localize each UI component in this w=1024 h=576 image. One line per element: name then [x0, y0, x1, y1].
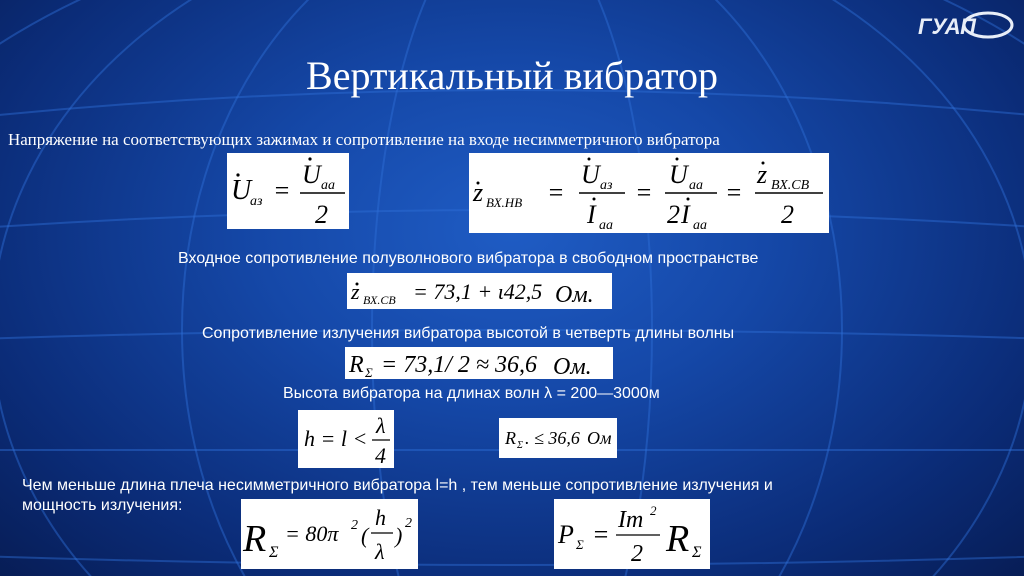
svg-text:Σ: Σ [269, 544, 279, 561]
svg-text:Ом.: Ом. [553, 354, 592, 379]
svg-text:2: 2 [315, 200, 328, 229]
formula-z-free-space [347, 273, 612, 309]
svg-text:=: = [547, 178, 565, 207]
svg-text:4: 4 [375, 443, 386, 468]
svg-text:2: 2 [631, 541, 643, 567]
formula-height [298, 410, 394, 468]
svg-text:I: I [587, 200, 596, 229]
svg-text:λ: λ [376, 413, 386, 438]
svg-text:=: = [725, 178, 743, 207]
svg-text:h = l <: h = l < [304, 426, 368, 451]
svg-text:аз: аз [600, 178, 613, 193]
svg-text:=: = [635, 178, 653, 207]
svg-text:Ом.: Ом. [555, 282, 594, 308]
svg-text:R: R [505, 428, 516, 448]
svg-text:=: = [273, 176, 291, 205]
svg-text:ВХ.СВ: ВХ.СВ [363, 293, 396, 307]
svg-text:R: R [666, 518, 690, 560]
svg-text:2: 2 [351, 518, 358, 533]
intro-text: Напряжение на соответствующих зажимах и сопротивление на входе несимметричного вибратора [8, 130, 720, 149]
svg-text:): ) [395, 523, 403, 548]
formula-r-quarter-wave [345, 347, 613, 379]
svg-text:аа: аа [599, 218, 613, 233]
svg-text:аа: аа [321, 178, 335, 193]
slide-title: Вертикальный вибратор [306, 53, 718, 98]
svg-text:Σ: Σ [517, 440, 523, 451]
svg-text:2: 2 [667, 200, 680, 229]
svg-text:2: 2 [781, 200, 794, 229]
logo-text: ГУАП [918, 14, 976, 39]
svg-text:2: 2 [650, 503, 657, 518]
conclusion-line-1: Чем меньше длина плеча несимметричного вибратора l=h , тем меньше сопротивление излучения и [22, 477, 773, 494]
svg-text:z: z [757, 160, 768, 189]
caption-radiation-resistance: Сопротивление излучения вибратора высотой в четверть длины волны [202, 325, 735, 342]
formula-u-az [227, 153, 349, 229]
svg-text:Ом: Ом [587, 428, 612, 448]
svg-text:h: h [375, 505, 386, 530]
conclusion-line-2: мощность излучения: [22, 497, 183, 514]
svg-text:. ≤ 36,6: . ≤ 36,6 [525, 428, 580, 448]
svg-text:R: R [349, 352, 364, 378]
caption-height: Высота вибратора на длинах волн λ = 200—3000м [283, 385, 660, 402]
svg-text:λ: λ [375, 539, 385, 564]
svg-text:ВХ.СВ: ВХ.СВ [771, 178, 810, 193]
svg-text:U: U [231, 175, 252, 206]
formula-radiated-power [554, 499, 710, 569]
svg-text:аа: аа [693, 218, 707, 233]
svg-text:U: U [669, 160, 688, 189]
svg-text:= 73,1/ 2 ≈ 36,6: = 73,1/ 2 ≈ 36,6 [381, 352, 538, 378]
caption-input-impedance: Входное сопротивление полуволнового вибратора в свободном пространстве [178, 250, 759, 267]
svg-text:R: R [243, 518, 267, 560]
svg-text:Σ: Σ [365, 365, 373, 379]
formula-radiation-resistance [241, 499, 418, 569]
formula-r-limit [499, 418, 617, 458]
svg-text:U: U [581, 160, 600, 189]
svg-text:2: 2 [405, 516, 412, 531]
svg-text:Σ: Σ [692, 544, 702, 561]
svg-text:аз: аз [250, 194, 263, 209]
svg-text:Im: Im [618, 507, 644, 533]
svg-text:(: ( [361, 523, 369, 548]
svg-text:аа: аа [689, 178, 703, 193]
svg-text:= 73,1 + ι42,5: = 73,1 + ι42,5 [413, 279, 543, 304]
svg-text:I: I [681, 200, 690, 229]
svg-text:= 80π: = 80π [285, 521, 339, 546]
svg-text:=: = [592, 520, 610, 549]
svg-text:z: z [473, 178, 484, 207]
svg-text:Σ: Σ [576, 537, 584, 552]
svg-text:P: P [558, 520, 574, 549]
svg-text:ВХ.НВ: ВХ.НВ [486, 195, 523, 210]
formula-z-input [469, 153, 829, 233]
svg-text:U: U [302, 160, 321, 189]
svg-text:z: z [351, 279, 360, 304]
guap-logo [916, 10, 1016, 40]
